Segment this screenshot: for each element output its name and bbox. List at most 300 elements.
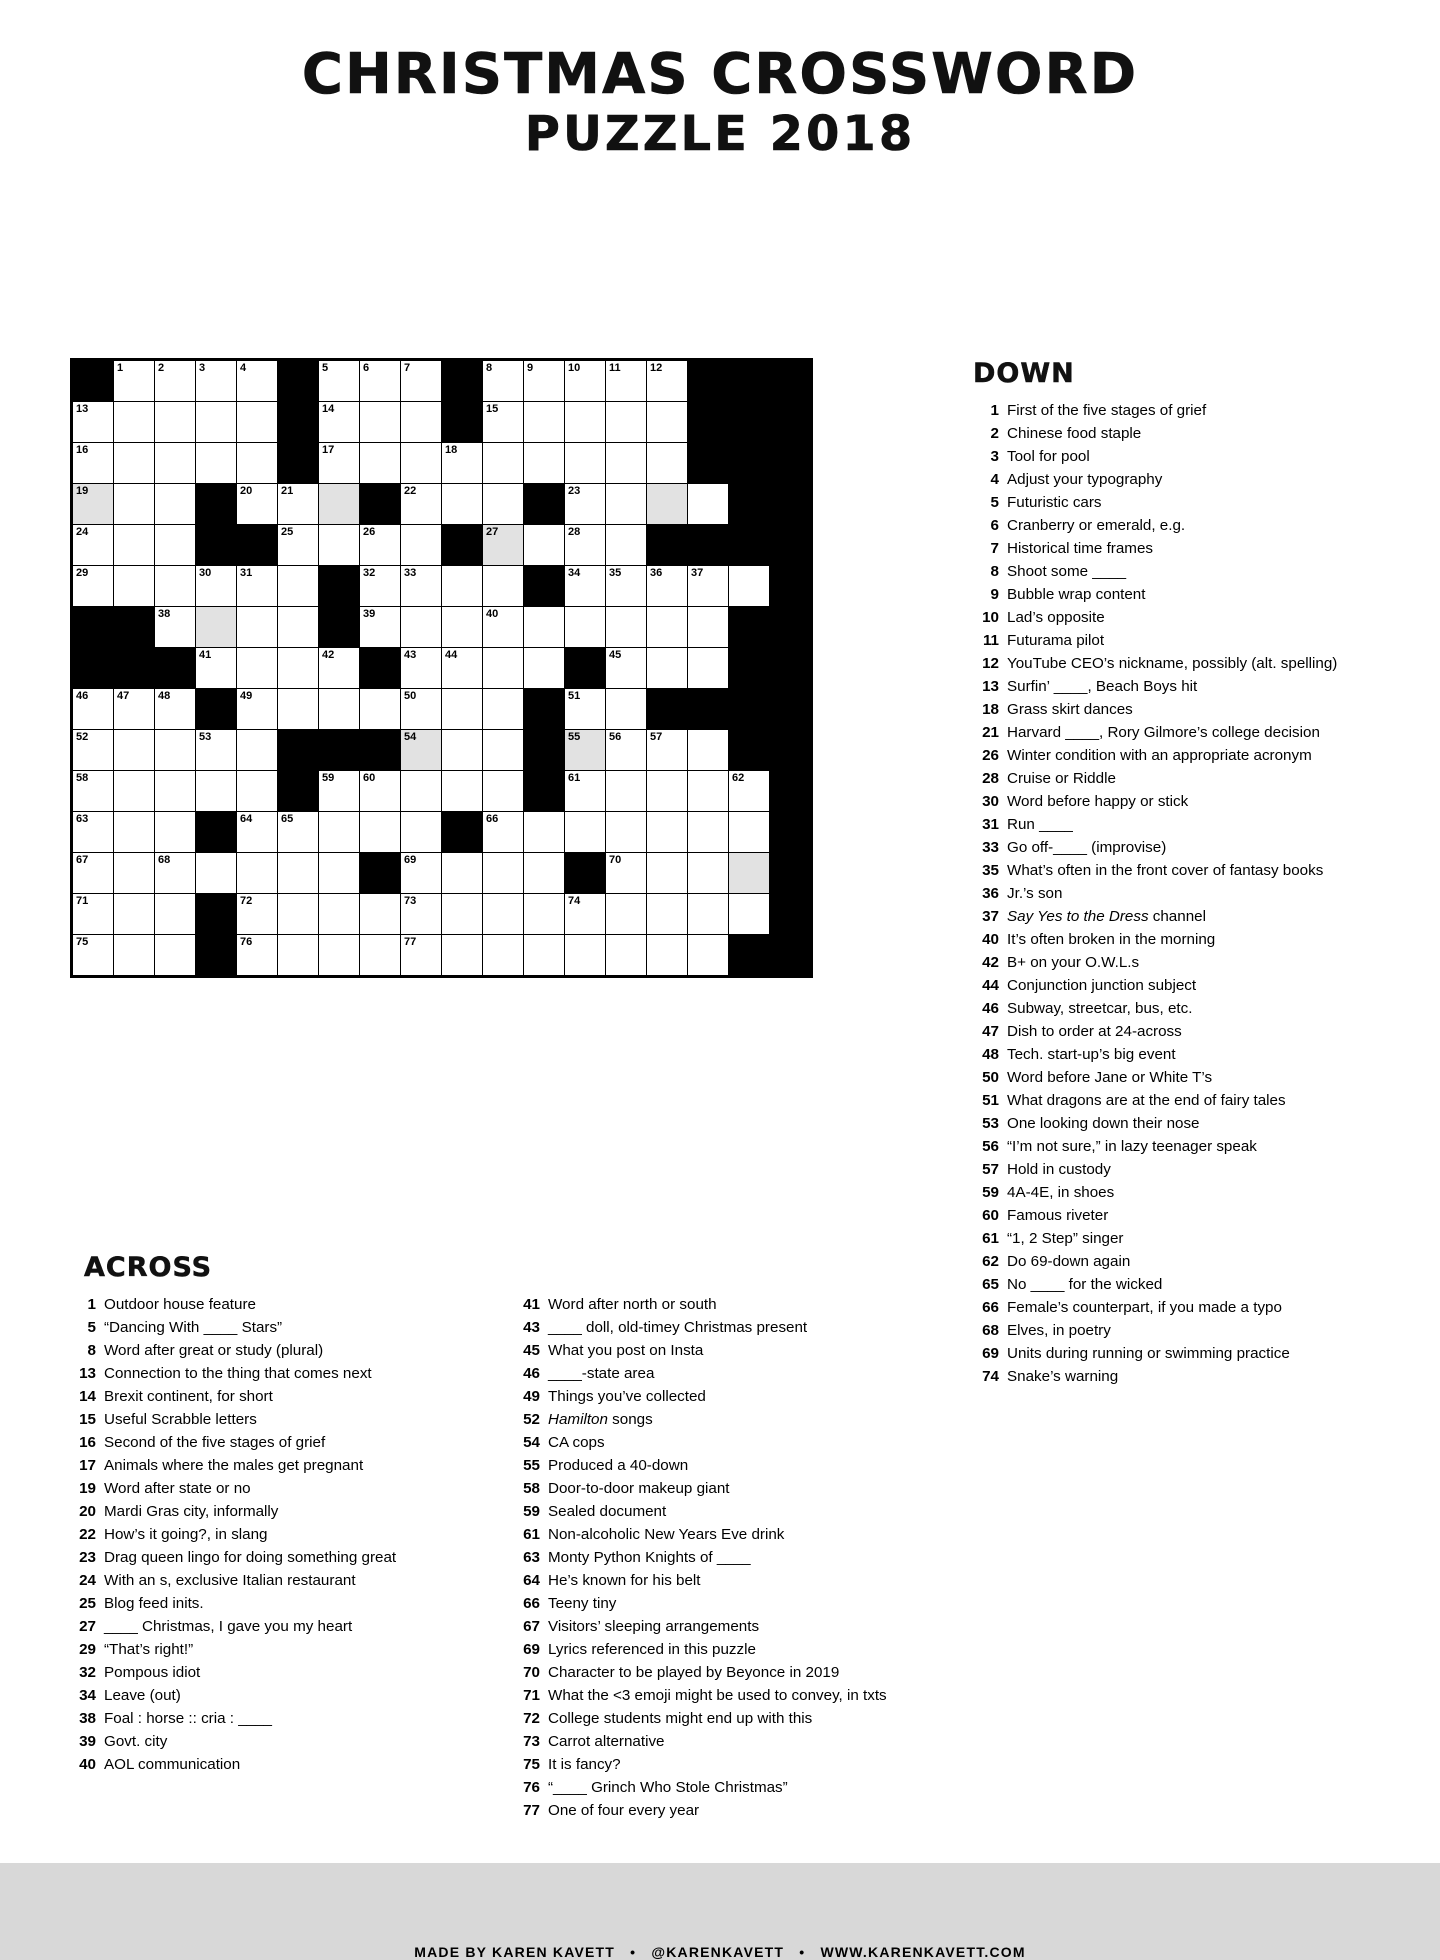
- grid-cell[interactable]: [524, 525, 565, 566]
- grid-cell[interactable]: [114, 730, 155, 771]
- grid-cell[interactable]: [360, 771, 401, 812]
- grid-cell[interactable]: [196, 730, 237, 771]
- grid-cell-number: 55: [568, 731, 581, 743]
- down-clue-text: Grass skirt dances: [1007, 701, 1133, 718]
- grid-cell[interactable]: [196, 771, 237, 812]
- grid-cell[interactable]: [401, 402, 442, 443]
- grid-cell-block: [196, 935, 237, 977]
- grid-cell-number: 41: [199, 649, 212, 661]
- down-clue-number: 12: [982, 655, 999, 672]
- grid-cell[interactable]: [237, 607, 278, 648]
- grid-cell[interactable]: [72, 935, 114, 977]
- grid-cell[interactable]: [319, 402, 360, 443]
- grid-cell[interactable]: [647, 771, 688, 812]
- grid-cell[interactable]: [647, 730, 688, 771]
- grid-cell[interactable]: [688, 566, 729, 607]
- grid-cell[interactable]: [114, 812, 155, 853]
- grid-cell[interactable]: [72, 771, 114, 812]
- grid-cell-block: [524, 484, 565, 525]
- grid-cell[interactable]: [483, 648, 524, 689]
- grid-cell[interactable]: [360, 935, 401, 977]
- grid-cell-shaded[interactable]: [196, 607, 237, 648]
- down-clue-text: Units during running or swimming practice: [1007, 1345, 1290, 1362]
- grid-cell-number: 16: [76, 444, 89, 456]
- grid-cell-block: [688, 443, 729, 484]
- across-clue-number: 64: [523, 1572, 540, 1589]
- grid-cell[interactable]: [442, 935, 483, 977]
- grid-cell[interactable]: [278, 894, 319, 935]
- grid-cell[interactable]: [237, 484, 278, 525]
- grid-cell[interactable]: [237, 648, 278, 689]
- grid-cell[interactable]: [155, 402, 196, 443]
- across-clue-number: 22: [79, 1526, 96, 1543]
- across-clue-text: Second of the five stages of grief: [104, 1434, 326, 1451]
- grid-cell[interactable]: [237, 730, 278, 771]
- grid-cell[interactable]: [647, 812, 688, 853]
- grid-cell[interactable]: [360, 812, 401, 853]
- grid-cell-number: 70: [609, 854, 622, 866]
- footer-separator-1: •: [630, 1944, 637, 1960]
- across-clue-text: Lyrics referenced in this puzzle: [548, 1641, 756, 1658]
- across-clue: [70, 1594, 500, 1614]
- grid-cell[interactable]: [196, 360, 237, 402]
- grid-cell[interactable]: [483, 812, 524, 853]
- down-clue-number: 1: [990, 402, 999, 419]
- grid-cell[interactable]: [319, 689, 360, 730]
- down-clue-number: 18: [982, 701, 999, 718]
- grid-cell[interactable]: [319, 935, 360, 977]
- across-clue-text: “That’s right!”: [104, 1641, 194, 1658]
- grid-cell[interactable]: [114, 853, 155, 894]
- across-clue-text: With an s, exclusive Italian restaurant: [104, 1572, 356, 1589]
- grid-cell[interactable]: [278, 853, 319, 894]
- grid-row: [72, 771, 812, 812]
- across-clue-number: 55: [523, 1457, 540, 1474]
- grid-cell[interactable]: [606, 771, 647, 812]
- grid-cell-number: 61: [568, 772, 581, 784]
- grid-cell[interactable]: [606, 935, 647, 977]
- grid-cell[interactable]: [72, 853, 114, 894]
- grid-cell[interactable]: [606, 443, 647, 484]
- grid-cell[interactable]: [442, 484, 483, 525]
- grid-cell[interactable]: [606, 853, 647, 894]
- grid-cell[interactable]: [114, 689, 155, 730]
- grid-cell-number: 45: [609, 649, 622, 661]
- across-clue: [514, 1663, 944, 1683]
- grid-cell-block: [196, 525, 237, 566]
- grid-cell-block: [278, 730, 319, 771]
- grid-cell[interactable]: [237, 853, 278, 894]
- grid-cell-shaded[interactable]: [729, 853, 770, 894]
- grid-cell-shaded[interactable]: [72, 484, 114, 525]
- grid-cell[interactable]: [155, 894, 196, 935]
- grid-cell[interactable]: [647, 402, 688, 443]
- grid-cell[interactable]: [442, 443, 483, 484]
- grid-cell[interactable]: [237, 771, 278, 812]
- grid-cell-shaded[interactable]: [565, 730, 606, 771]
- grid-cell[interactable]: [688, 894, 729, 935]
- grid-cell[interactable]: [483, 443, 524, 484]
- grid-cell[interactable]: [278, 689, 319, 730]
- grid-cell[interactable]: [72, 730, 114, 771]
- grid-cell[interactable]: [237, 360, 278, 402]
- down-clue-text: It’s often broken in the morning: [1007, 931, 1216, 948]
- across-clue: [70, 1479, 500, 1499]
- grid-cell[interactable]: [647, 935, 688, 977]
- grid-cell-number: 67: [76, 854, 89, 866]
- grid-cell[interactable]: [72, 566, 114, 607]
- grid-cell[interactable]: [688, 607, 729, 648]
- grid-cell[interactable]: [237, 402, 278, 443]
- grid-cell-number: 1: [117, 362, 124, 374]
- grid-cell-block: [647, 525, 688, 566]
- grid-cell[interactable]: [360, 894, 401, 935]
- grid-cell-shaded[interactable]: [483, 525, 524, 566]
- grid-cell[interactable]: [647, 894, 688, 935]
- grid-cell[interactable]: [278, 935, 319, 977]
- across-clue-number: 5: [87, 1319, 96, 1336]
- grid-cell[interactable]: [565, 566, 606, 607]
- grid-cell[interactable]: [442, 607, 483, 648]
- grid-cell[interactable]: [155, 812, 196, 853]
- grid-cell[interactable]: [442, 771, 483, 812]
- grid-cell[interactable]: [442, 894, 483, 935]
- grid-cell[interactable]: [360, 607, 401, 648]
- grid-cell-block: [770, 566, 812, 607]
- down-clue-number: 8: [990, 563, 999, 580]
- grid-cell[interactable]: [155, 607, 196, 648]
- grid-cell[interactable]: [442, 730, 483, 771]
- grid-cell[interactable]: [72, 443, 114, 484]
- grid-cell[interactable]: [319, 894, 360, 935]
- across-heading: ACROSS: [84, 1252, 213, 1283]
- grid-cell[interactable]: [565, 812, 606, 853]
- footer-separator-2: •: [799, 1944, 806, 1960]
- grid-cell[interactable]: [237, 935, 278, 977]
- grid-cell[interactable]: [565, 935, 606, 977]
- grid-cell-number: 71: [76, 895, 89, 907]
- grid-cell-block: [196, 812, 237, 853]
- grid-cell[interactable]: [278, 812, 319, 853]
- grid-cell[interactable]: [114, 771, 155, 812]
- grid-cell[interactable]: [606, 566, 647, 607]
- grid-cell[interactable]: [442, 853, 483, 894]
- grid-cell[interactable]: [155, 566, 196, 607]
- grid-cell[interactable]: [360, 566, 401, 607]
- across-clue: [70, 1732, 500, 1752]
- grid-cell[interactable]: [155, 935, 196, 977]
- grid-cell[interactable]: [647, 566, 688, 607]
- grid-cell[interactable]: [647, 853, 688, 894]
- grid-cell[interactable]: [155, 730, 196, 771]
- grid-cell[interactable]: [278, 525, 319, 566]
- grid-cell[interactable]: [401, 812, 442, 853]
- grid-cell[interactable]: [401, 484, 442, 525]
- grid-cell[interactable]: [606, 607, 647, 648]
- grid-cell[interactable]: [237, 443, 278, 484]
- grid-cell[interactable]: [114, 525, 155, 566]
- grid-cell[interactable]: [319, 360, 360, 402]
- down-clue: [973, 976, 1393, 996]
- across-clue-list-left: [70, 1295, 500, 1824]
- grid-cell[interactable]: [72, 812, 114, 853]
- grid-cell-number: 57: [650, 731, 663, 743]
- grid-cell[interactable]: [155, 360, 196, 402]
- grid-cell[interactable]: [72, 689, 114, 730]
- grid-cell[interactable]: [606, 689, 647, 730]
- grid-cell[interactable]: [114, 402, 155, 443]
- grid-cell-shaded[interactable]: [319, 484, 360, 525]
- grid-cell[interactable]: [647, 443, 688, 484]
- grid-cell[interactable]: [237, 689, 278, 730]
- grid-cell[interactable]: [278, 566, 319, 607]
- grid-cell-block: [729, 402, 770, 443]
- grid-row: [72, 648, 812, 689]
- across-clue-text: Monty Python Knights of ____: [548, 1549, 751, 1566]
- down-clue-text: Shoot some ____: [1007, 563, 1127, 580]
- grid-cell[interactable]: [483, 894, 524, 935]
- grid-cell[interactable]: [729, 812, 770, 853]
- grid-cell[interactable]: [729, 566, 770, 607]
- grid-cell[interactable]: [114, 894, 155, 935]
- grid-cell[interactable]: [278, 648, 319, 689]
- grid-cell-number: 27: [486, 526, 499, 538]
- down-clue: [973, 1344, 1393, 1364]
- grid-cell[interactable]: [155, 484, 196, 525]
- grid-cell[interactable]: [401, 525, 442, 566]
- grid-cell-number: 43: [404, 649, 417, 661]
- grid-cell[interactable]: [442, 689, 483, 730]
- grid-cell[interactable]: [360, 360, 401, 402]
- grid-cell[interactable]: [155, 771, 196, 812]
- down-clue-number: 28: [982, 770, 999, 787]
- grid-table[interactable]: [70, 358, 813, 978]
- grid-cell-number: 37: [691, 567, 704, 579]
- across-clue: [70, 1617, 500, 1637]
- across-clue: [514, 1778, 944, 1798]
- grid-cell[interactable]: [483, 484, 524, 525]
- down-clue-number: 37: [982, 908, 999, 925]
- across-clue: [70, 1640, 500, 1660]
- grid-cell[interactable]: [196, 402, 237, 443]
- grid-cell[interactable]: [606, 812, 647, 853]
- grid-cell[interactable]: [483, 607, 524, 648]
- grid-cell[interactable]: [688, 812, 729, 853]
- grid-cell[interactable]: [688, 771, 729, 812]
- grid-cell[interactable]: [155, 853, 196, 894]
- grid-cell[interactable]: [72, 402, 114, 443]
- grid-cell[interactable]: [565, 894, 606, 935]
- grid-cell[interactable]: [319, 771, 360, 812]
- grid-cell[interactable]: [401, 360, 442, 402]
- down-clue-number: 4: [990, 471, 999, 488]
- grid-cell[interactable]: [524, 894, 565, 935]
- grid-cell[interactable]: [524, 648, 565, 689]
- grid-cell-block: [442, 360, 483, 402]
- grid-cell-number: 23: [568, 485, 581, 497]
- grid-cell[interactable]: [196, 443, 237, 484]
- grid-cell-number: 68: [158, 854, 171, 866]
- grid-cell[interactable]: [442, 648, 483, 689]
- grid-cell[interactable]: [319, 812, 360, 853]
- grid-cell[interactable]: [114, 566, 155, 607]
- grid-cell[interactable]: [114, 484, 155, 525]
- grid-cell[interactable]: [360, 402, 401, 443]
- grid-cell[interactable]: [565, 484, 606, 525]
- grid-cell[interactable]: [319, 648, 360, 689]
- grid-cell-shaded[interactable]: [647, 484, 688, 525]
- grid-cell[interactable]: [114, 935, 155, 977]
- grid-cell[interactable]: [360, 443, 401, 484]
- grid-cell[interactable]: [114, 360, 155, 402]
- grid-cell[interactable]: [606, 894, 647, 935]
- grid-cell[interactable]: [319, 443, 360, 484]
- grid-cell[interactable]: [319, 853, 360, 894]
- down-clue-text: Futurama pilot: [1007, 632, 1105, 649]
- grid-cell[interactable]: [114, 443, 155, 484]
- across-clue-text: Teeny tiny: [548, 1595, 617, 1612]
- grid-cell-number: 2: [158, 362, 165, 374]
- grid-cell[interactable]: [360, 525, 401, 566]
- grid-cell-number: 60: [363, 772, 376, 784]
- grid-cell[interactable]: [483, 689, 524, 730]
- grid-cell[interactable]: [483, 566, 524, 607]
- grid-cell[interactable]: [483, 853, 524, 894]
- grid-cell[interactable]: [606, 730, 647, 771]
- grid-cell-shaded[interactable]: [401, 730, 442, 771]
- grid-cell[interactable]: [524, 607, 565, 648]
- crossword-grid[interactable]: [70, 358, 813, 978]
- grid-cell[interactable]: [729, 894, 770, 935]
- down-clue-number: 59: [982, 1184, 999, 1201]
- grid-cell[interactable]: [155, 443, 196, 484]
- grid-cell[interactable]: [606, 402, 647, 443]
- grid-cell[interactable]: [401, 607, 442, 648]
- grid-cell[interactable]: [606, 648, 647, 689]
- across-clue-text: ____ Christmas, I gave you my heart: [104, 1618, 353, 1635]
- grid-cell[interactable]: [360, 689, 401, 730]
- grid-cell[interactable]: [155, 689, 196, 730]
- down-clue: [973, 792, 1393, 812]
- grid-cell[interactable]: [524, 360, 565, 402]
- across-clue-number: 69: [523, 1641, 540, 1658]
- title-line-1: CHRISTMAS CROSSWORD: [301, 42, 1139, 107]
- grid-cell[interactable]: [647, 648, 688, 689]
- grid-cell[interactable]: [196, 853, 237, 894]
- grid-cell[interactable]: [319, 525, 360, 566]
- grid-cell[interactable]: [647, 607, 688, 648]
- grid-cell[interactable]: [401, 689, 442, 730]
- across-clue-number: 23: [79, 1549, 96, 1566]
- grid-cell[interactable]: [278, 607, 319, 648]
- grid-row: [72, 853, 812, 894]
- grid-cell[interactable]: [401, 648, 442, 689]
- grid-cell[interactable]: [606, 360, 647, 402]
- grid-cell[interactable]: [688, 730, 729, 771]
- grid-cell[interactable]: [483, 360, 524, 402]
- grid-cell[interactable]: [606, 525, 647, 566]
- grid-cell[interactable]: [483, 730, 524, 771]
- grid-cell[interactable]: [688, 935, 729, 977]
- grid-cell-number: 10: [568, 362, 581, 374]
- grid-cell[interactable]: [278, 484, 319, 525]
- grid-cell[interactable]: [688, 648, 729, 689]
- grid-cell[interactable]: [524, 402, 565, 443]
- grid-cell[interactable]: [688, 484, 729, 525]
- grid-cell[interactable]: [565, 402, 606, 443]
- grid-cell[interactable]: [483, 402, 524, 443]
- grid-cell[interactable]: [196, 566, 237, 607]
- grid-cell[interactable]: [688, 853, 729, 894]
- grid-cell[interactable]: [237, 566, 278, 607]
- down-clue-text: 4A-4E, in shoes: [1007, 1184, 1115, 1201]
- grid-cell[interactable]: [606, 484, 647, 525]
- down-clue: [973, 1229, 1393, 1249]
- grid-cell[interactable]: [401, 566, 442, 607]
- down-clue-text: Futuristic cars: [1007, 494, 1102, 511]
- grid-cell[interactable]: [401, 935, 442, 977]
- grid-cell-block: [729, 484, 770, 525]
- down-clue-text: Winter condition with an appropriate acronym: [1007, 747, 1312, 764]
- grid-cell[interactable]: [565, 689, 606, 730]
- grid-cell-block: [278, 402, 319, 443]
- down-clue: [973, 723, 1393, 743]
- grid-cell-block: [688, 689, 729, 730]
- grid-cell-block: [524, 730, 565, 771]
- grid-cell-block: [72, 360, 114, 402]
- across-clue-number: 72: [523, 1710, 540, 1727]
- grid-cell[interactable]: [237, 812, 278, 853]
- grid-cell[interactable]: [647, 360, 688, 402]
- down-clue-text: Tech. start-up’s big event: [1007, 1046, 1176, 1063]
- grid-cell[interactable]: [401, 443, 442, 484]
- down-clue-number: 40: [982, 931, 999, 948]
- grid-cell[interactable]: [237, 894, 278, 935]
- grid-cell[interactable]: [524, 443, 565, 484]
- grid-cell[interactable]: [401, 853, 442, 894]
- grid-cell[interactable]: [483, 935, 524, 977]
- grid-cell-number: 44: [445, 649, 458, 661]
- grid-cell[interactable]: [72, 894, 114, 935]
- down-clue-text: YouTube CEO’s nickname, possibly (alt. spelling): [1007, 655, 1338, 672]
- grid-cell[interactable]: [155, 525, 196, 566]
- grid-cell[interactable]: [729, 771, 770, 812]
- down-clue: [973, 1137, 1393, 1157]
- grid-cell[interactable]: [565, 607, 606, 648]
- grid-cell[interactable]: [524, 853, 565, 894]
- grid-cell[interactable]: [565, 525, 606, 566]
- grid-cell-block: [114, 607, 155, 648]
- grid-cell[interactable]: [401, 771, 442, 812]
- grid-cell[interactable]: [72, 525, 114, 566]
- grid-cell[interactable]: [483, 771, 524, 812]
- down-clue: [973, 677, 1393, 697]
- down-clue-number: 10: [982, 609, 999, 626]
- grid-cell[interactable]: [565, 360, 606, 402]
- grid-cell[interactable]: [565, 443, 606, 484]
- grid-cell[interactable]: [442, 566, 483, 607]
- down-heading: DOWN: [973, 358, 1075, 389]
- across-clue: [70, 1295, 500, 1315]
- grid-cell[interactable]: [565, 771, 606, 812]
- grid-cell[interactable]: [524, 935, 565, 977]
- grid-cell[interactable]: [196, 648, 237, 689]
- grid-cell-number: 76: [240, 936, 253, 948]
- grid-cell[interactable]: [524, 812, 565, 853]
- across-clue-number: 45: [523, 1342, 540, 1359]
- down-clue-number: 3: [990, 448, 999, 465]
- grid-cell[interactable]: [401, 894, 442, 935]
